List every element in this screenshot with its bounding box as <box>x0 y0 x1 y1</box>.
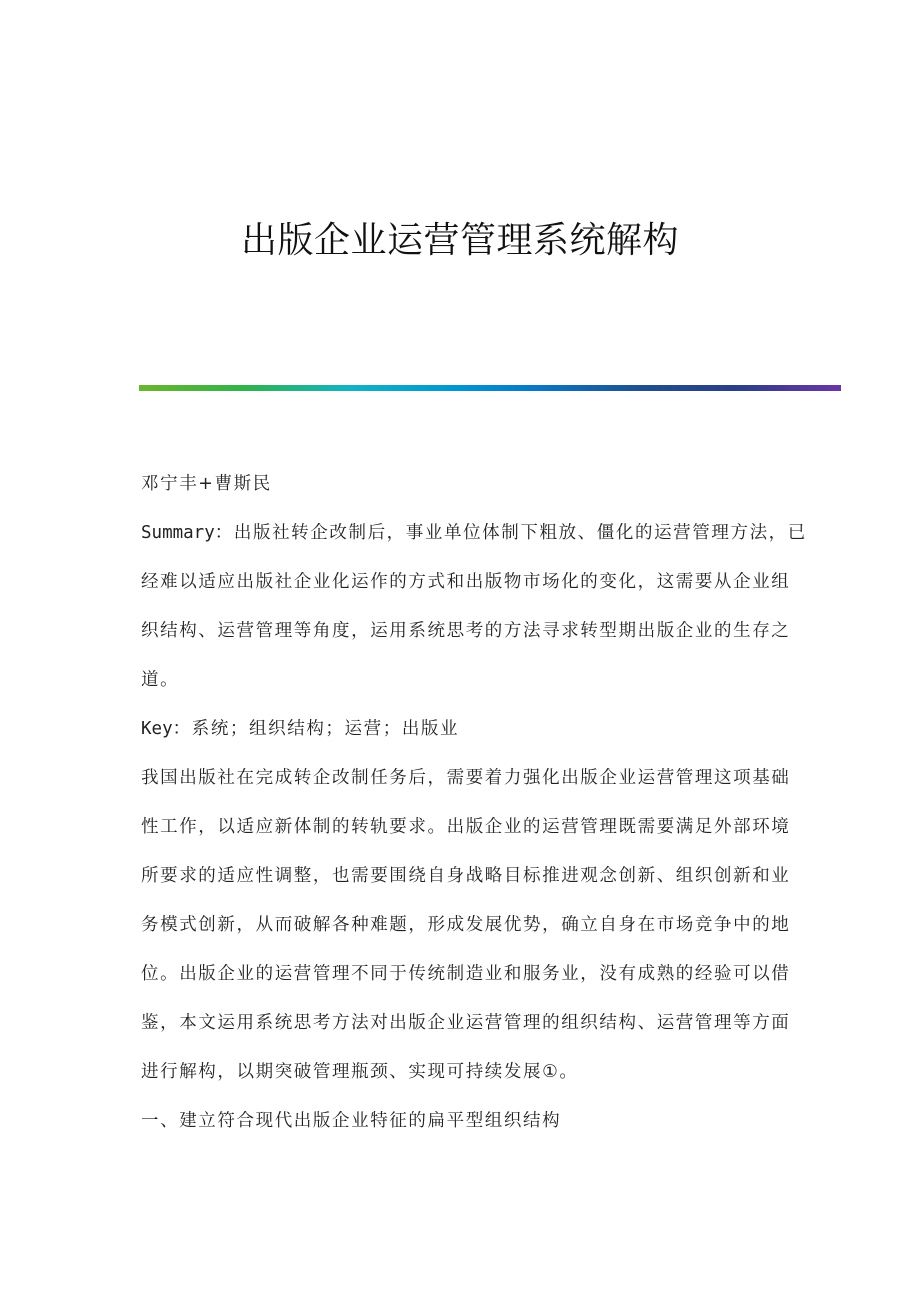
summary-line: 道。 <box>141 670 180 690</box>
summary-separator: ： <box>214 523 234 543</box>
summary-line: 经难以适应出版社企业化运作的方式和出版物市场化的变化，这需要从企业组 <box>141 572 791 592</box>
authors: 邓宁丰+曹斯民 <box>141 474 272 494</box>
summary-line: 织结构、运营管理等角度，运用系统思考的方法寻求转型期出版企业的生存之 <box>141 621 791 641</box>
paragraph-line: 务模式创新，从而破解各种难题，形成发展优势，确立自身在市场竞争中的地 <box>141 915 791 935</box>
gradient-divider <box>139 385 841 391</box>
document-title: 出版企业运营管理系统解构 <box>240 220 679 261</box>
keywords-label: Key <box>141 719 173 739</box>
summary-line <box>141 519 807 568</box>
paragraph-line: 鉴，本文运用系统思考方法对出版企业运营管理的组织结构、运营管理等方面 <box>141 1013 791 1033</box>
document-body <box>141 470 807 1156</box>
paragraph-line: 位。出版企业的运营管理不同于传统制造业和服务业，没有成熟的经验可以借 <box>141 964 791 984</box>
keywords-line <box>141 715 781 764</box>
keywords-separator: ： <box>172 719 192 739</box>
paragraph-line: 性工作，以适应新体制的转轨要求。出版企业的运营管理既需要满足外部环境 <box>141 817 791 837</box>
paragraph-line: 我国出版社在完成转企改制任务后，需要着力强化出版企业运营管理这项基础 <box>141 768 791 788</box>
summary-label: Summary <box>141 523 215 543</box>
paragraph-line: 进行解构，以期突破管理瓶颈、实现可持续发展①。 <box>141 1062 579 1082</box>
keywords-text: 系统；组织结构；运营；出版业 <box>191 719 460 739</box>
section-heading: 一、建立符合现代出版企业特征的扁平型组织结构 <box>141 1111 562 1131</box>
summary-paragraph <box>141 519 807 715</box>
intro-paragraph <box>141 764 791 1107</box>
summary-text: 出版社转企改制后，事业单位体制下粗放、僵化的运营管理方法，已 <box>233 523 807 543</box>
paragraph-line: 所要求的适应性调整，也需要围绕自身战略目标推进观念创新、组织创新和业 <box>141 866 791 886</box>
